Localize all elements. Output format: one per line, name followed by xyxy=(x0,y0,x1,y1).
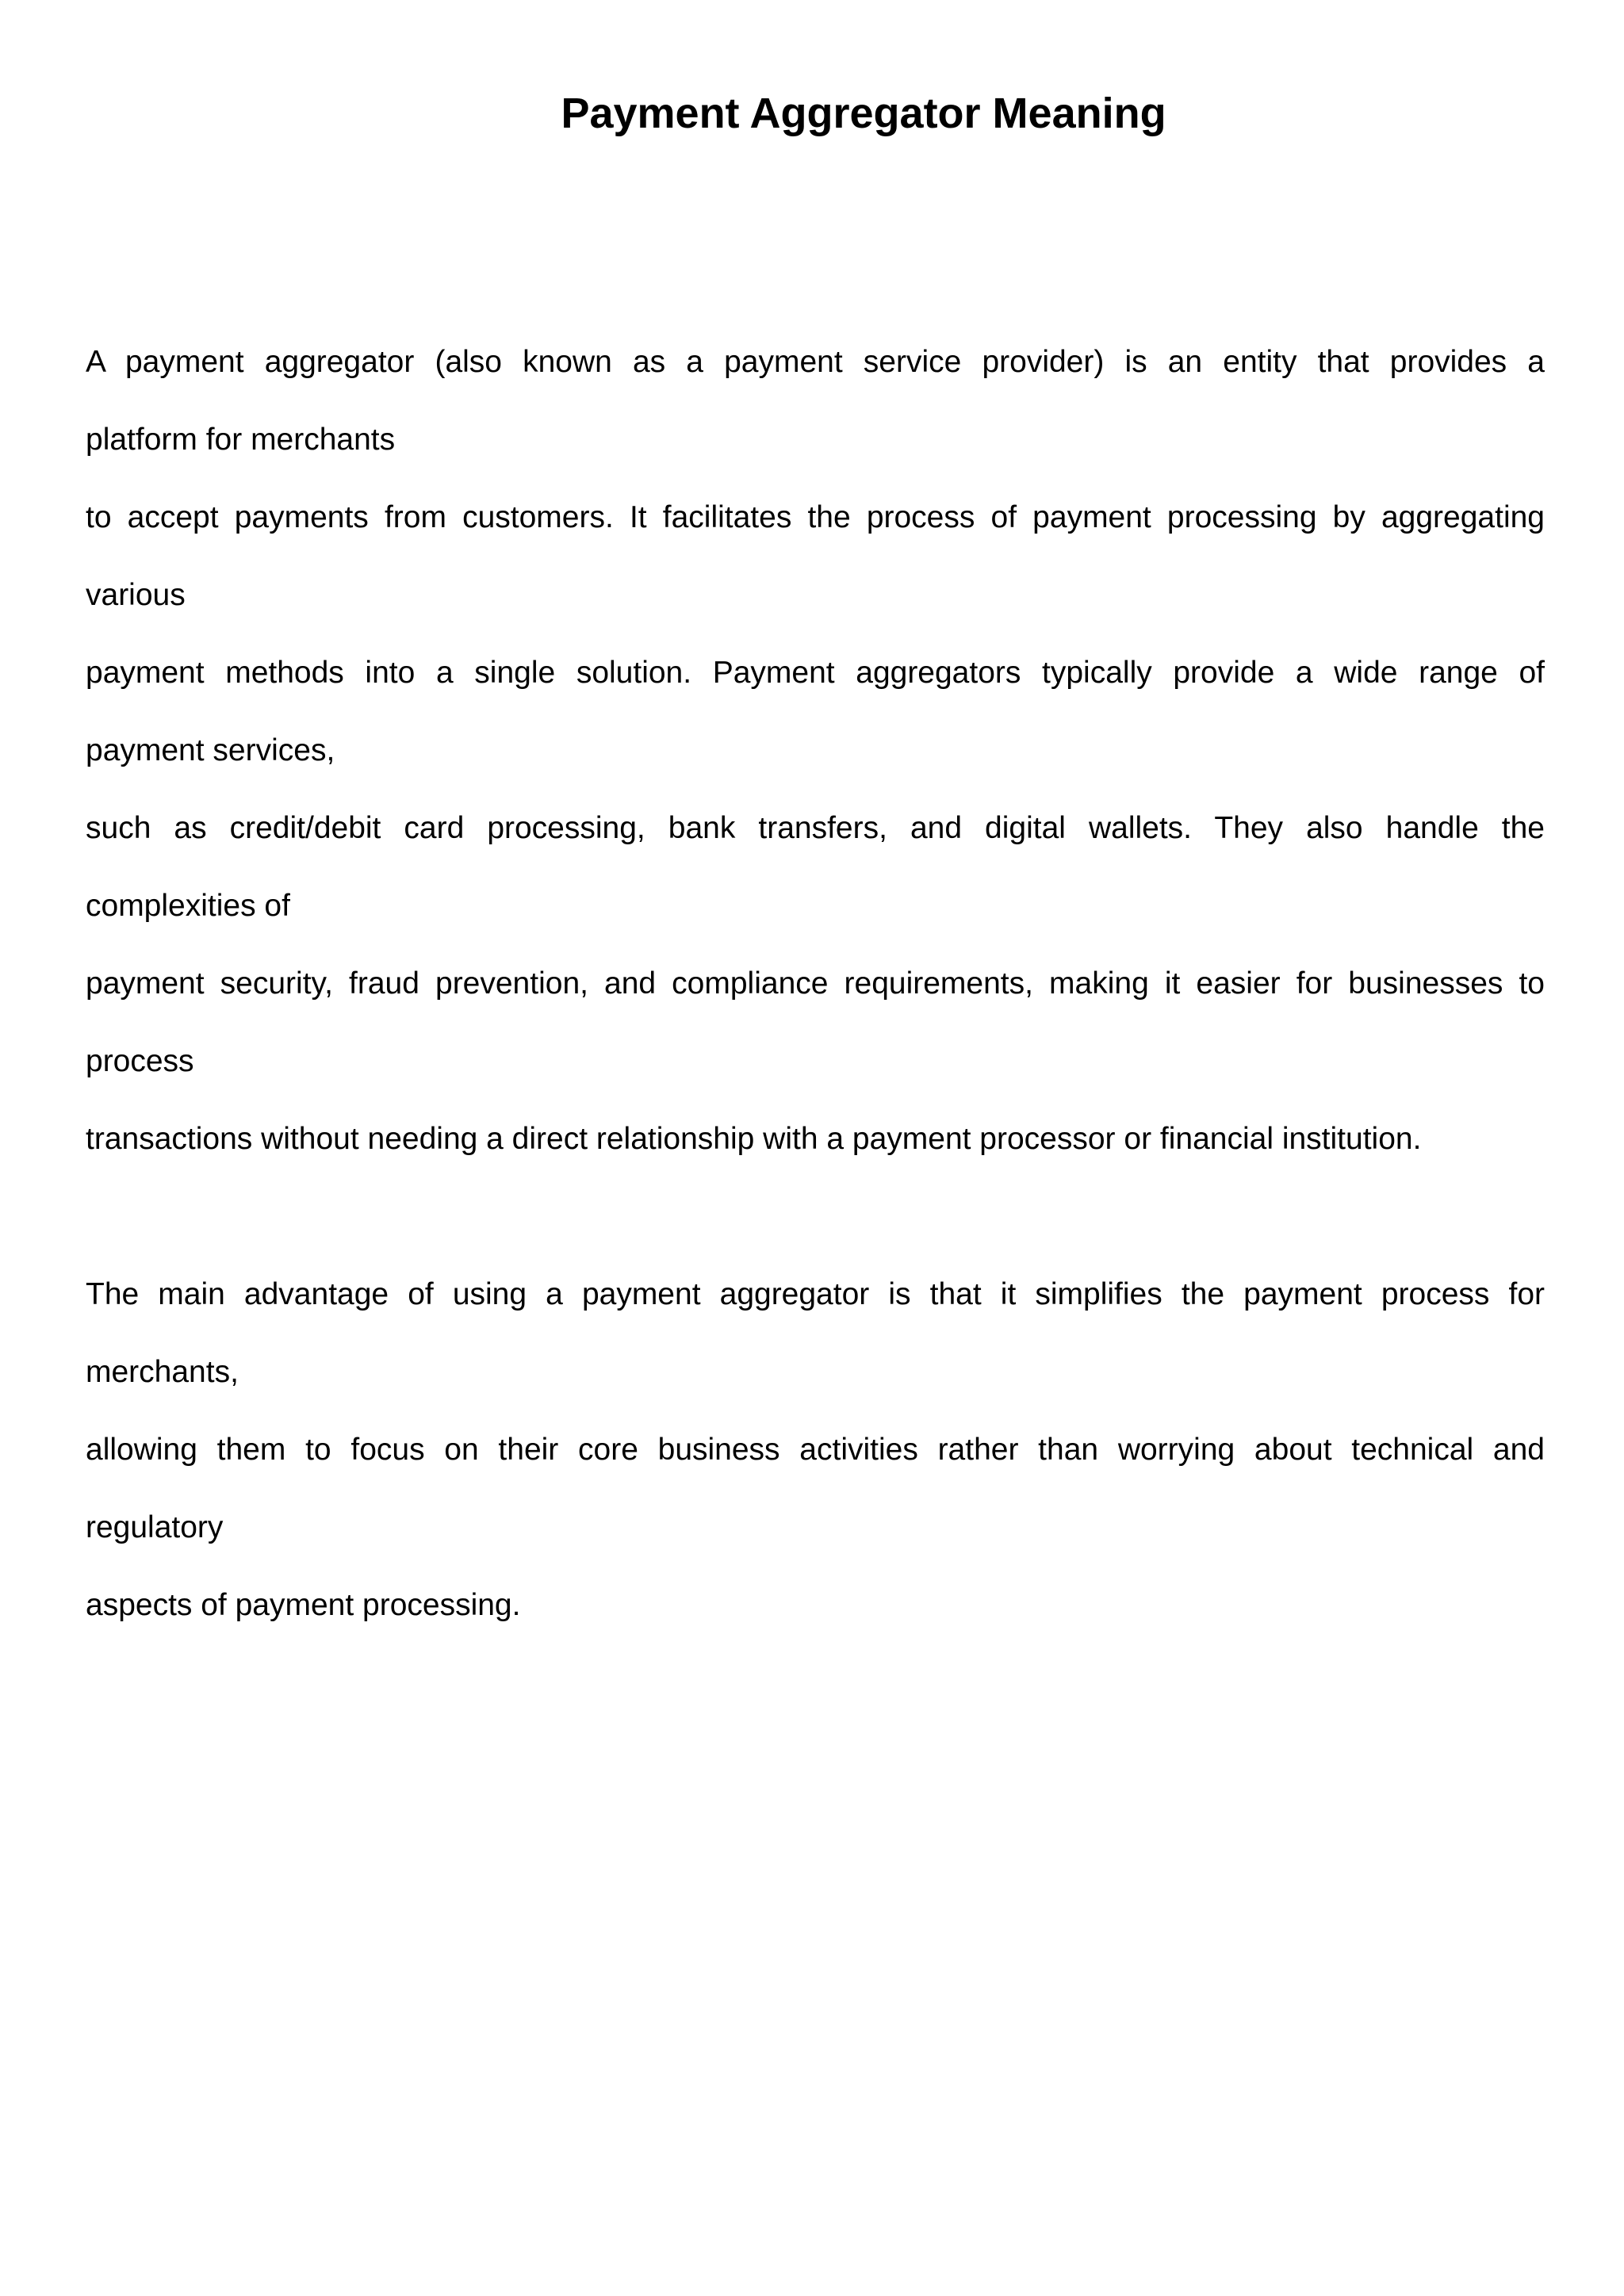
paragraph-line: The main advantage of using a payment aggregator is that it simplifies the payment process for xyxy=(86,1277,1545,1311)
document-body xyxy=(86,323,1545,1644)
paragraph-line: merchants, xyxy=(86,1355,239,1389)
paragraph-line: to accept payments from customers. It facilitates the process of payment processing by aggregating xyxy=(86,500,1545,534)
paragraph-line: complexities of xyxy=(86,889,290,923)
paragraph-1 xyxy=(86,323,1545,1178)
paragraph-line: process xyxy=(86,1044,194,1078)
paragraph-line: payment security, fraud prevention, and compliance requirements, making it easier for businesses to xyxy=(86,966,1545,1001)
paragraph-line: payment services, xyxy=(86,733,335,767)
page-title: Payment Aggregator Meaning xyxy=(561,90,1166,137)
paragraph-2 xyxy=(86,1256,1545,1644)
paragraph-line: allowing them to focus on their core business activities rather than worrying about technical and xyxy=(86,1433,1545,1467)
paragraph-line: platform for merchants xyxy=(86,423,396,457)
paragraph-line: such as credit/debit card processing, bank transfers, and digital wallets. They also handle the xyxy=(86,811,1545,845)
paragraph-line: transactions without needing a direct relationship with a payment processor or financial institution. xyxy=(86,1122,1422,1156)
paragraph-line: regulatory xyxy=(86,1510,224,1544)
paragraph-line: A payment aggregator (also known as a payment service provider) is an entity that provides a xyxy=(86,345,1545,379)
paragraph-spacer xyxy=(86,1178,1545,1256)
paragraph-line: various xyxy=(86,578,186,612)
paragraph-line: payment methods into a single solution. Payment aggregators typically provide a wide range of xyxy=(86,656,1545,690)
paragraph-line: aspects of payment processing. xyxy=(86,1588,521,1622)
